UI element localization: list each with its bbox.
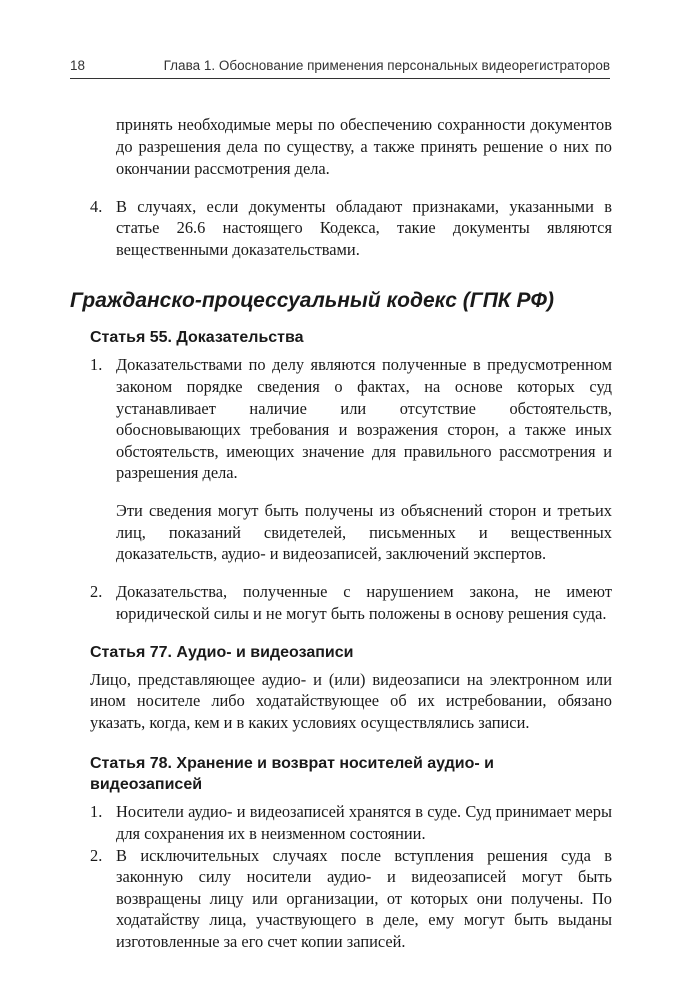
list-text: В случаях, если документы обладают признаками, указанными в статье 26.6 настоящего Кодекса, такие документы являются вещественными доказательствами. — [116, 196, 612, 259]
article-77-title: Статья 77. Аудио- и видеозаписи — [90, 643, 354, 661]
page-body — [70, 98, 612, 953]
list-item — [90, 196, 612, 261]
section-title: Гражданско-процессуальный кодекс (ГПК РФ) — [70, 289, 554, 313]
list-text: Доказательства, полученные с нарушением закона, не имеют юридической силы и не могут быть положены в основу решения суда. — [116, 582, 612, 624]
list-item — [90, 801, 612, 844]
list-text: Носители аудио- и видеозаписей хранятся в суде. Суд принимает меры для сохранения их в неизменном состоянии. — [116, 802, 612, 844]
list-item — [90, 845, 612, 953]
list-item — [90, 354, 612, 484]
page-number: 18 — [70, 58, 86, 73]
page-header — [70, 58, 610, 78]
list-number: 4. — [90, 196, 103, 216]
list-text: Доказательствами по делу являются полученные в предусмотренном законом порядке сведения о фактах, на основе которых суд устанавливает наличие или отсутствие обстоятельств, обосновывающих требования и возражения сторон, а также иных обстоятельств, имеющих значение для правильного рассмотрения и разрешения дела. — [116, 355, 612, 483]
article-77-text: Лицо, представляющее аудио- и (или) видеозаписи на электронном или ином носителе либо ходатайствующее об их истребовании, обязано указать, когда, кем и в каких условиях осуществлялись записи. — [90, 669, 612, 732]
header-rule — [70, 78, 610, 79]
list-number: 1. — [90, 802, 103, 822]
running-title: Глава 1. Обоснование применения персональных видеорегистраторов — [163, 58, 610, 73]
list-number: 2. — [90, 582, 103, 602]
list-text: В исключительных случаях после вступления решения суда в законную силу носители аудио- и видеозаписей могут быть возвращены лицу или организации, от которых они получены. По ходатайству лица, участвующего в деле, ему могут быть выданы изготовленные за его счет копии записей. — [116, 845, 612, 951]
article-78-title: Статья 78. Хранение и возврат носителей аудио- и видеозаписей — [90, 755, 494, 794]
list-number: 1. — [90, 355, 103, 375]
article-55-title: Статья 55. Доказательства — [90, 329, 304, 347]
list-item — [90, 581, 612, 624]
intro-continuation: принять необходимые меры по обеспечению сохранности документов до разрешения дела по существу, а также принять решение о них по окончании рассмотрения дела. — [116, 115, 612, 178]
article-55-continuation: Эти сведения могут быть получены из объяснений сторон и третьих лиц, показаний свидетелей, письменных и вещественных доказательств, аудио- и видеозаписей, заключений экспертов. — [116, 501, 612, 564]
list-number: 2. — [90, 845, 103, 865]
